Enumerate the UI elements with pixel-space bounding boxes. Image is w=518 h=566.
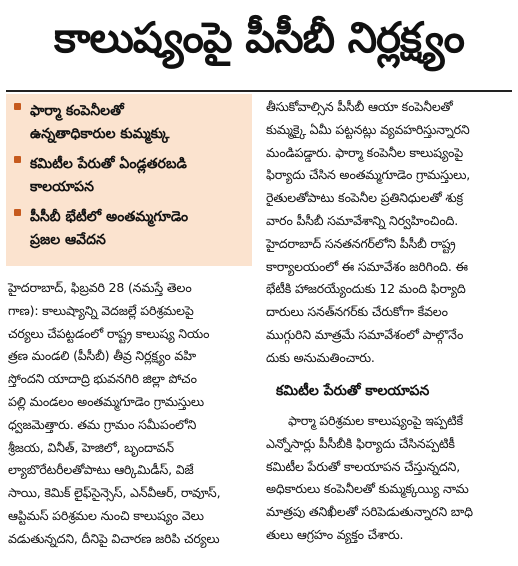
highlight-text: ఫార్మా కంపెనీలతో ఉన్నతాధికారుల కుమ్మక్కు	[30, 103, 170, 142]
article-left-column: హైదరాబాద్‌, ఫిబ్రవరి 28 (నమస్తే తెలం గాణ): కాలుష్యాన్ని వెదజల్లే పరిశ్రమలపై చర్యలు చేపట్టడంలో రాష్ట్ర కాలుష్య నియం త్రణ మండలి (పీసీబీ) తీవ్ర నిర్లక్ష్యం వహి స్తోందని యాదాద్రి భువనగిరి జిల్లా పోచం పల్లి మండలం అంతమ్మగూడెం గ్రామస్తులు ధ్వజమెత్తారు. తమ గ్రామం సమీపంలోని శ్రీజయ, వినీత్‌, హెజిలో, బృందావన్‌ ల్యాబొరేటరీలతోపాటు ఆర్కిమిడీస్‌, విజే సాయి, కెమిక్‌ లైఫ్‌సైన్సెస్‌, ఎన్‌వీఆర్‌, రావూస్‌, ఆప్టిమస్‌ పరిశ్రమల నుంచి కాలుష్యం వెలు వడుతున్నదని, దీనిపై విచారణ జరిపి చర్యలు	[8, 280, 221, 546]
article-right-column-bottom: ఫార్మా పరిశ్రమల కాలుష్యంపై ఇప్పటికే ఎన్నోసార్లు పీసీబీకి ఫిర్యాదు చేసినప్పటికీ కమిటీల పేరుతో కాలయాపన చేస్తున్నదని, అధికారులు కంపెనీలతో కుమ్మక్కయ్యి నామ మాత్రపు తనిఖీలతో సరిపెడుతున్నారని బాధి తులు ఆగ్రహం వ్యక్తం చేశారు.	[266, 413, 473, 542]
highlight-text: పీసీబీ భేటీలో అంతమ్మగూడెం ప్రజల ఆవేదన	[30, 209, 189, 248]
highlights-box	[6, 94, 252, 266]
bullet-icon	[14, 209, 21, 216]
bullet-icon	[14, 103, 21, 110]
headline: కాలుష్యంపై పీసీబీ నిర్లక్ష్యం	[54, 13, 464, 62]
subheading: కమిటీల పేరుతో కాలయాపన	[276, 383, 430, 399]
headline-divider	[6, 90, 512, 92]
bullet-icon	[14, 156, 21, 163]
highlight-text: కమిటీల పేరుతో ఏండ్లతరబడి కాలయాపన	[30, 156, 187, 195]
article-right-column-top: తీసుకోవాల్సిన పీసీబీ ఆయా కంపెనీలతో కుమ్మక్కై ఏమీ పట్టనట్లు వ్యవహరిస్తున్నారని మండిపడ్డారు. ఫార్మా కంపెనీల కాలుష్యంపై ఫిర్యాదు చేసిన అంతమ్మగూడెం గ్రామస్తులు, రైతులతోపాటు కంపెనీల ప్రతినిధులతో శుక్ర వారం పీసీబీ సమావేశాన్ని నిర్వహించింది. హైదరాబాద్‌ సనతనగర్‌లోని పీసీబీ రాష్ట్ర కార్యాలయంలో ఈ సమావేశం జరిగింది. ఈ భేటీకి హాజరయ్యేందుకు 12 మంది ఫిర్యాది దారులు సనత్‌నగర్‌కు చేరుకోగా కేవలం ముగ్గురిని మాత్రమే సమావేశంలో పాల్గొనేం దుకు అనుమతించారు.	[266, 99, 471, 365]
